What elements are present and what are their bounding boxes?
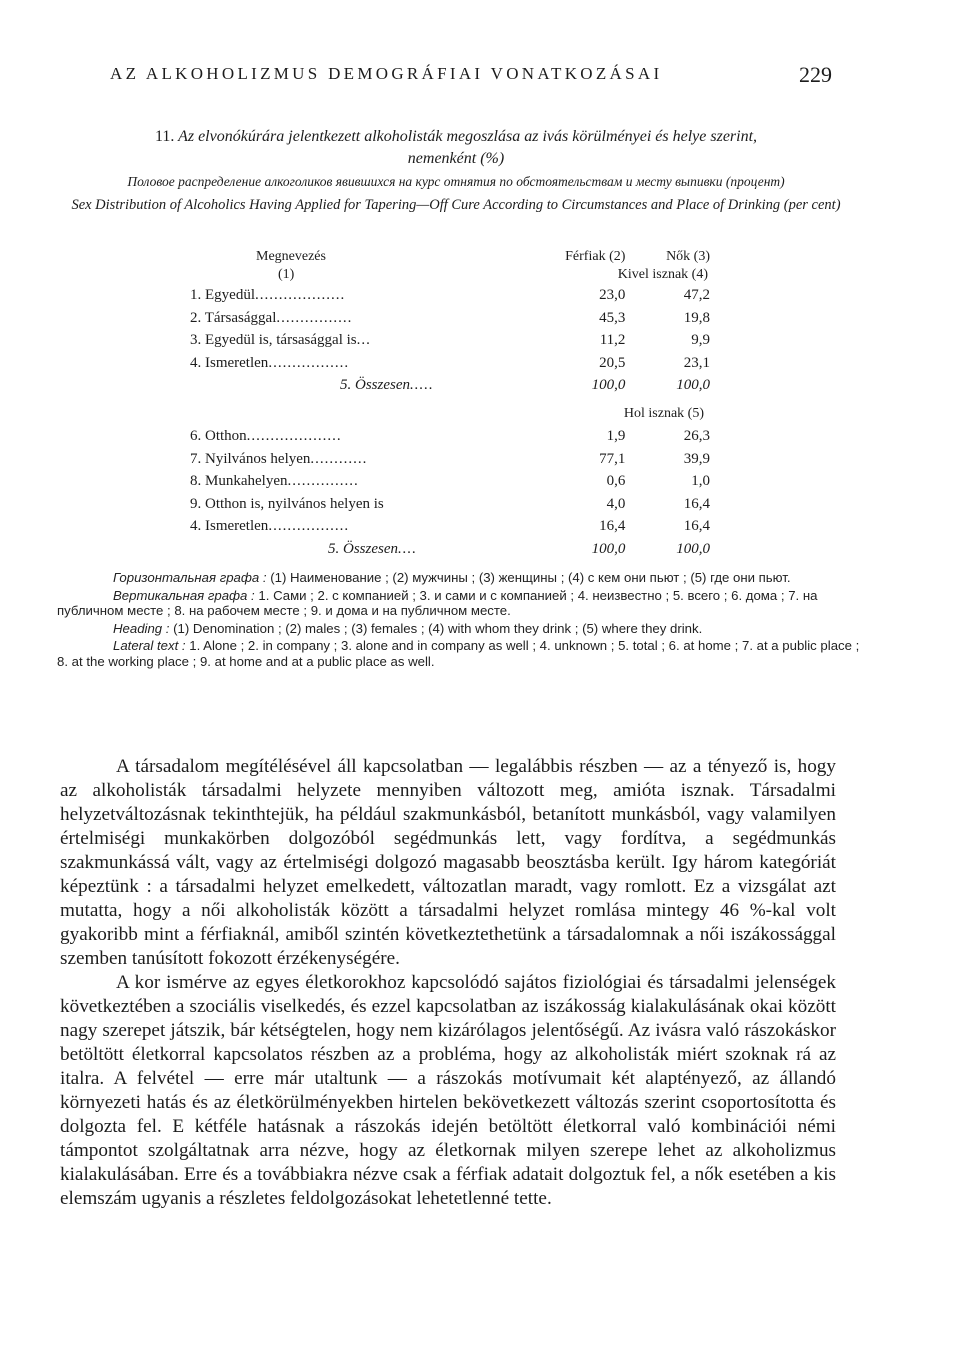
note-label: Heading : (113, 620, 170, 636)
caption-hungarian-line1: Az elvonókúrára jelentkezett alkoholisták megoszlása az ivás körülményei és helye szerint, (178, 128, 758, 145)
leader-dots: ................ (276, 309, 353, 326)
table-caption (50, 126, 862, 214)
row-men-value: 4,0 (606, 495, 626, 512)
row-women-value: 26,3 (683, 428, 710, 444)
note-label: Вертикальная графа : (113, 587, 255, 603)
table-number: 11. (154, 128, 175, 145)
row-women-value: 39,9 (683, 450, 710, 467)
total-men-value: 100,0 (591, 377, 626, 393)
table-row (190, 493, 710, 516)
row-label: 8. Munkahelyen (190, 473, 288, 489)
leader-dots: ................. (268, 354, 350, 371)
table-row (190, 448, 710, 471)
caption-english: Sex Distribution of Alcoholics Having Applied for Tapering—Off Cure According to Circumstances and Place of Drinking (per cent) (71, 197, 841, 213)
body-text (60, 755, 836, 1211)
header-women: Nők (3) (666, 249, 710, 264)
row-label: 3. Egyedül is, társasággal is (190, 332, 357, 348)
table-row (190, 352, 710, 375)
table-row (190, 515, 710, 538)
note-russian-lateral (57, 588, 865, 619)
note-label: Горизонтальная графа : (113, 570, 267, 585)
leader-dots: ... (356, 332, 371, 348)
note-text: 1. Сами ; 2. с компанией ; 3. и сами и с компанией ; 4. неизвестно ; 5. всего ; 6. дома ; 7. на публичном месте ; 8. на рабочем месте ; 9. и дома и на публичном месте. (57, 587, 818, 618)
row-men-value: 16,4 (599, 518, 626, 534)
row-men-value: 23,0 (599, 287, 626, 303)
leader-dots: .... (398, 540, 417, 557)
leader-dots: ............ (310, 450, 368, 467)
header-men: Férfiak (2) (565, 249, 626, 264)
row-label: 4. Ismeretlen (190, 354, 269, 371)
row-men-value: 1,9 (606, 428, 626, 444)
row-men-value: 77,1 (599, 450, 626, 467)
row-label: 2. Társasággal (190, 309, 277, 326)
row-men-value: 20,5 (599, 354, 626, 371)
table-row (190, 329, 710, 352)
leader-dots: ............... (287, 473, 359, 489)
translation-notes (57, 570, 865, 671)
note-label: Lateral text : (113, 638, 186, 653)
row-label: 4. Ismeretlen (190, 518, 269, 534)
header-group-where: Hol isznak (5) (623, 405, 704, 421)
table-header-row-2 (190, 266, 710, 284)
row-women-value: 19,8 (683, 309, 710, 326)
total-label: 5. Összesen (340, 377, 410, 393)
row-men-value: 11,2 (599, 332, 626, 348)
body-paragraph: A társadalom megítélésével áll kapcsolatban — legalábbis részben — az a tényező is, hogy az alkoholisták társadalmi helyzete mennyiben változott meg, amióta isznak. Társadalmi helyzetváltozásnak tekinthtejük, ha például szakmunkásból, betanított munkásból, vagy valamilyen értelmiségi munkakörben dolgozóból segédmunkás lett, vagy fordítva, a segédmunkás szakmunkássá vált, vagy az értelmiségi dolgozó magasabb beosztásba került. Igy három kategóriát képeztünk : a társadalmi helyzet emelkedett, változatlan maradt, vagy romlott. Ez a vizsgálat azt mutatta, hogy a női alkoholisták között a társadalmi helyzet romlása mintegy 46 %-kal volt gyakoribb mint a férfiaknál, amiből szintén következtethetünk a társadalomnak a női iszákossággal szemben tanúsított fokozott érzékenységére. (60, 756, 836, 969)
leader-dots: ................. (268, 518, 350, 534)
running-header-title: AZ ALKOHOLIZMUS DEMOGRÁFIAI VONATKOZÁSAI (110, 64, 663, 83)
page-number: 229 (799, 62, 832, 87)
table-total-row (190, 374, 710, 397)
table-row (190, 470, 710, 493)
table-header-row (190, 248, 710, 266)
leader-dots: ................... (255, 287, 346, 303)
row-label: 7. Nyilvános helyen (190, 450, 311, 467)
row-women-value: 1,0 (691, 473, 710, 489)
row-women-value: 47,2 (683, 287, 710, 303)
note-russian-heading (57, 570, 865, 586)
table-subheader-row (190, 397, 710, 426)
row-label: 9. Otthon is, nyilvános helyen is (190, 495, 384, 512)
row-women-value: 9,9 (691, 332, 710, 348)
caption-russian: Половое распределение алкоголиков явившихся на курс отнятия по обстоятельствам и месту выпивки (процент) (127, 174, 785, 189)
body-paragraph: A kor ismérve az egyes életkorokhoz kapcsolódó sajátos fiziológiai és társadalmi jelenségek következtében a szociális viselkedés, és ezzel kapcsolatban az iszákosság kialakulásának okai között nagy szerepet játszik, bár kétségtelen, hogy nem kizárólagos jelentőségű. Az ivásra való rászokáskor betöltött életkorral kapcsolatos részben az a probléma, hogy az alkoholisták miért szoknak rá az italra. A felvétel — erre már utaltunk — a rászokás motívumait két alaptényező, az állandó környezeti hatás és az életkörülményekben hirtelen bekövetkezett változás szerint csoportosította és dolgozta fel. E kétféle hatásnak a rászokás idején betöltött életkorral való kombinációi némi támpontot szolgáltatnak arra nézve, hogy az életkornak milyen szerepe lehet az alkoholizmus kialakulásában. Erre és a továbbiakra nézve csak a férfiak adatait dolgoztuk fel, a nők esetében a kis elemszám ugyanis a részletes feldolgozásokat lehetetlenné tette. (60, 972, 836, 1209)
statistics-table (190, 248, 710, 560)
note-english-lateral (57, 638, 865, 669)
table-row (190, 307, 710, 330)
total-women-value: 100,0 (676, 540, 710, 557)
note-text: (1) Denomination ; (2) males ; (3) females ; (4) with whom they drink ; (5) where they drink. (173, 620, 703, 636)
table-total-row (190, 538, 710, 561)
total-label: 5. Összesen (328, 540, 398, 557)
running-header (110, 62, 832, 94)
leader-dots: .................... (246, 428, 342, 444)
total-men-value: 100,0 (591, 540, 626, 557)
header-denomination-number: (1) (278, 267, 295, 282)
table-row (190, 425, 710, 448)
row-label: 6. Otthon (190, 428, 247, 444)
note-text: (1) Наименование ; (2) мужчины ; (3) женщины ; (4) с кем они пьют ; (5) где они пьют. (270, 570, 791, 585)
row-label: 1. Egyedül (190, 287, 255, 303)
row-women-value: 16,4 (683, 495, 710, 512)
note-english-heading (57, 621, 865, 637)
leader-dots: ..... (410, 377, 434, 393)
caption-hungarian (50, 126, 862, 170)
row-women-value: 23,1 (683, 354, 710, 371)
row-men-value: 45,3 (599, 309, 626, 326)
header-group-with-whom: Kivel isznak (4) (617, 267, 708, 282)
total-women-value: 100,0 (676, 377, 710, 393)
row-men-value: 0,6 (606, 473, 626, 489)
note-text: 1. Alone ; 2. in company ; 3. alone and in company as well ; 4. unknown ; 5. total ; 6. at home ; 7. at a public place ; 8. at the working place ; 9. at home and at a public place as well. (57, 638, 860, 669)
header-denomination: Megnevezés (256, 249, 326, 264)
row-women-value: 16,4 (683, 518, 710, 534)
table-row (190, 284, 710, 307)
caption-hungarian-line2: nemenként (%) (407, 150, 505, 167)
